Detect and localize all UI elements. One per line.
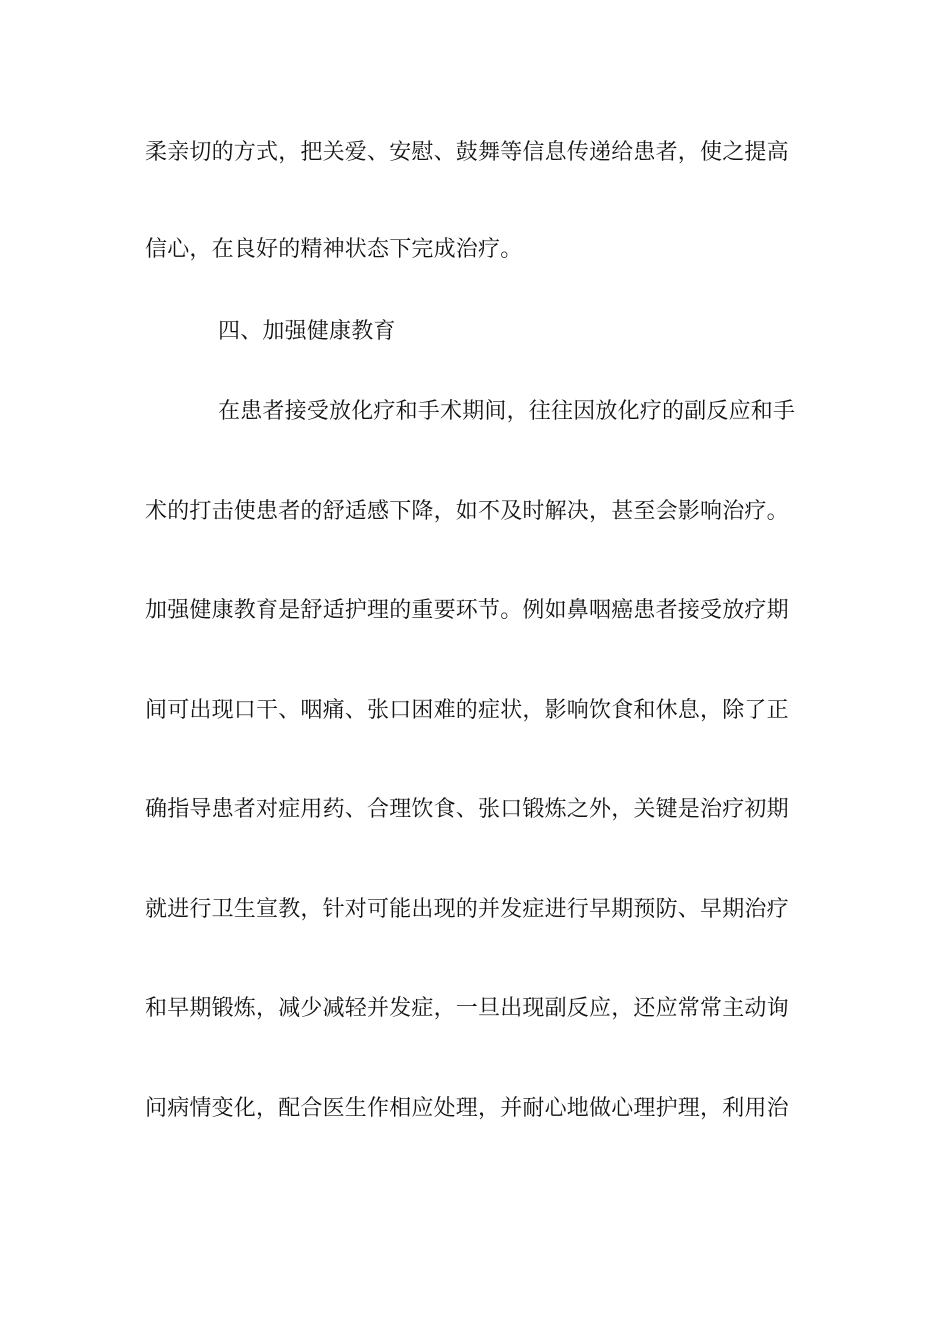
paragraph-line: 柔亲切的方式，把关爱、安慰、鼓舞等信息传递给患者，使之提高 — [145, 140, 789, 165]
paragraph-line: 间可出现口干、咽痛、张口困难的症状，影响饮食和休息，除了正 — [145, 698, 789, 723]
paragraph-line: 术的打击使患者的舒适感下降，如不及时解决，甚至会影响治疗。 — [145, 499, 789, 524]
paragraph-line: 就进行卫生宣教，针对可能出现的并发症进行早期预防、早期治疗 — [145, 897, 789, 922]
paragraph-line: 问病情变化，配合医生作相应处理，并耐心地做心理护理，利用治 — [145, 1096, 789, 1121]
paragraph-line: 信心，在良好的精神状态下完成治疗。 — [145, 237, 523, 262]
paragraph-line: 在患者接受放化疗和手术期间，往往因放化疗的副反应和手 — [218, 399, 796, 424]
paragraph-line: 和早期锻炼，减少减轻并发症，一旦出现副反应，还应常常主动询 — [145, 996, 789, 1021]
paragraph-line: 确指导患者对症用药、合理饮食、张口锻炼之外，关键是治疗初期 — [145, 797, 789, 822]
section-heading: 四、加强健康教育 — [218, 319, 396, 344]
paragraph-line: 加强健康教育是舒适护理的重要环节。例如鼻咽癌患者接受放疗期 — [145, 598, 789, 623]
